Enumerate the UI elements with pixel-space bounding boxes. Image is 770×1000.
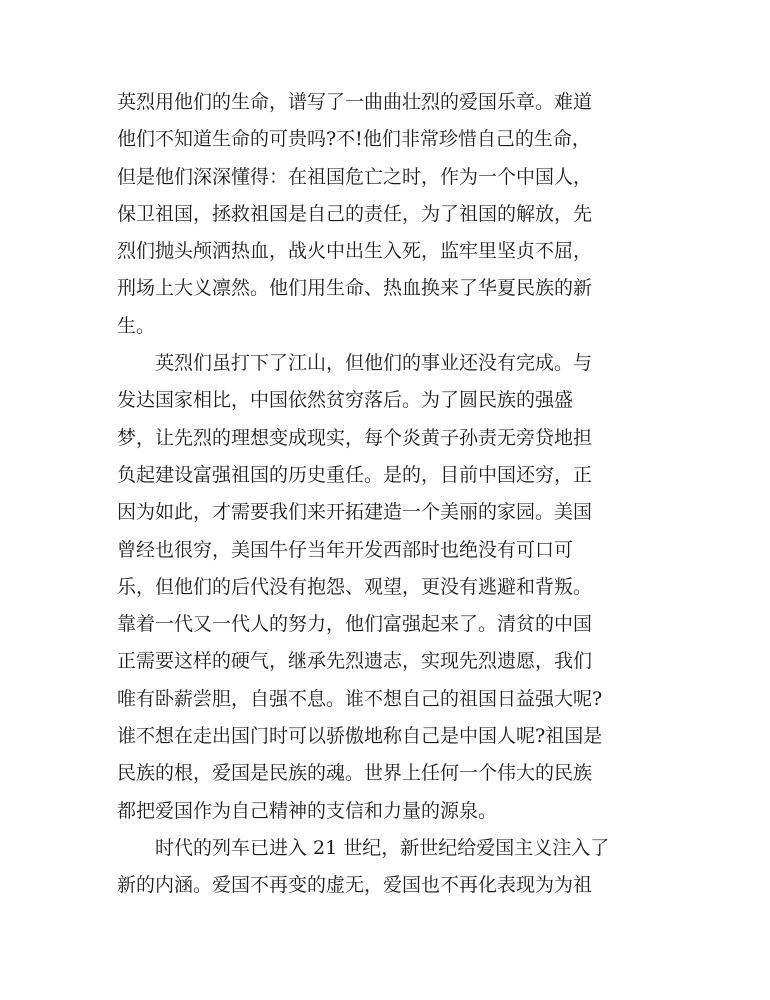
text-line: 曾经也很穷，美国牛仔当年开发西部时也绝没有可口可 (117, 538, 574, 561)
text-line: 烈们抛头颅洒热血，战火中出生入死，监牢里坚贞不屈， (117, 240, 593, 263)
text-line: 保卫祖国，拯救祖国是自己的责任，为了祖国的解放，先 (117, 202, 593, 225)
text-line: 靠着一代又一代人的努力，他们富强起来了。清贫的中国 (117, 613, 593, 636)
text-line: 但是他们深深懂得：在祖国危亡之时，作为一个中国人， (117, 165, 593, 188)
text-line: 因为如此，才需要我们来开拓建造一个美丽的家园。美国 (117, 501, 593, 524)
text-line: 生。 (117, 314, 156, 337)
text-line: 发达国家相比，中国依然贫穷落后。为了圆民族的强盛 (117, 389, 574, 412)
text-line: 时代的列车已进入 21 世纪，新世纪给爱国主义注入了 (117, 836, 610, 859)
text-line: 民族的根，爱国是民族的魂。世界上任何一个伟大的民族 (117, 762, 593, 785)
text-line: 刑场上大义凛然。他们用生命、热血换来了华夏民族的新 (117, 277, 593, 300)
text-line: 英烈用他们的生命，谱写了一曲曲壮烈的爱国乐章。难道 (117, 91, 593, 113)
text-line: 他们不知道生命的可贵吗?不!他们非常珍惜自己的生命， (117, 128, 591, 151)
text-line: 负起建设富强祖国的历史重任。是的，目前中国还穷，正 (117, 463, 593, 486)
text-line: 英烈们虽打下了江山，但他们的事业还没有完成。与 (117, 352, 593, 375)
text-line: 正需要这样的硬气，继承先烈遗志，实现先烈遗愿，我们 (117, 650, 593, 673)
text-line: 新的内涵。爱国不再变的虚无，爱国也不再化表现为为祖 (117, 874, 593, 897)
text-line: 谁不想在走出国门时可以骄傲地称自己是中国人呢?祖国是 (117, 725, 603, 748)
text-line: 唯有卧薪尝胆，自强不息。谁不想自己的祖国日益强大呢? (117, 687, 603, 710)
text-line: 都把爱国作为自己精神的支信和力量的源泉。 (117, 799, 498, 822)
text-line: 梦，让先烈的理想变成现实，每个炎黄子孙责无旁贷地担 (117, 426, 593, 449)
document-body (117, 84, 657, 905)
text-line: 乐，但他们的后代没有抱怨、观望，更没有逃避和背叛。 (117, 575, 593, 598)
